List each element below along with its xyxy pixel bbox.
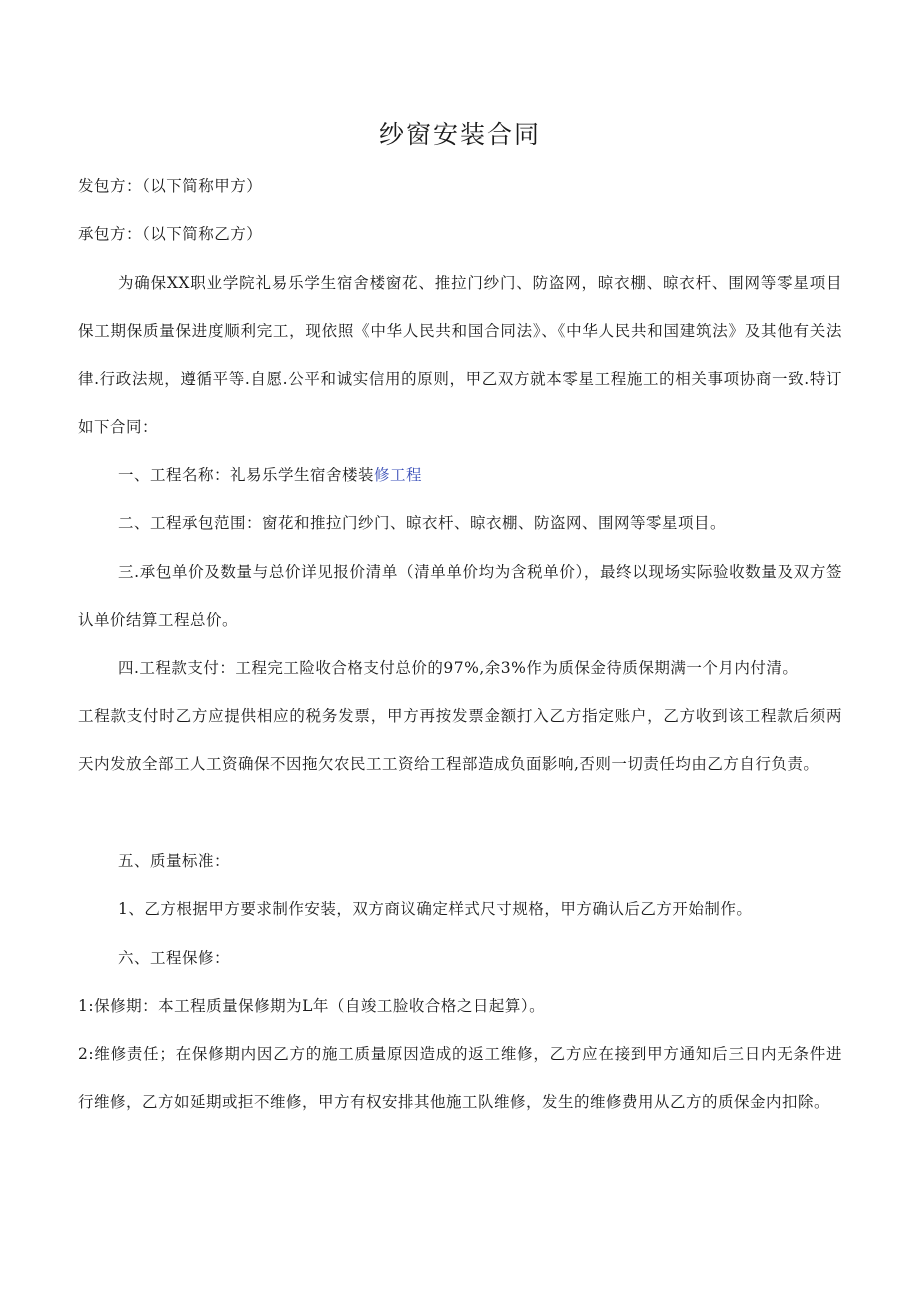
section-1-suffix: 修工程 — [374, 466, 423, 484]
warranty-responsibility: 2:维修责任；在保修期内因乙方的施工质量原因造成的返工维修，乙方应在接到甲方通知后三日内无条件进行维修，乙方如延期或拒不维修，甲方有权安排其他施工队维修，发生的维修费用从乙方的质保金内扣除。 — [78, 1045, 842, 1111]
section-3-pricing: 三.承包单价及数量与总价详见报价清单（清单单价均为含税单价），最终以现场实际验收数量及双方签认单价结算工程总价。 — [78, 563, 842, 629]
section-5-item-1: 1、乙方根据甲方要求制作安装，双方商议确定样式尺寸规格，甲方确认后乙方开始制作。 — [118, 900, 753, 918]
section-2-scope: 二、工程承包范围：窗花和推拉门纱门、晾衣杆、晾衣棚、防盗网、围网等零星项目。 — [118, 514, 727, 532]
section-1-project-name — [78, 451, 842, 499]
section-1-prefix: 一、工程名称：礼易乐学生宿舍楼装 — [118, 466, 375, 484]
warranty-period: 1:保修期：本工程质量保修期为L年（自竣工脸收合格之日起算）。 — [78, 997, 546, 1015]
section-5-heading: 五、质量标准： — [118, 852, 231, 870]
party-a-line: 发包方：（以下简称甲方） — [78, 177, 263, 195]
section-4-payment-body: 工程款支付时乙方应提供相应的税务发票，甲方再按发票金额打入乙方指定账户，乙方收到该工程款后须两天内发放全部工人工资确保不因拖欠农民工工资给工程部造成负面影响,否则一切责任均由乙方自行负责。 — [78, 707, 842, 773]
party-b-line: 承包方：（以下简称乙方） — [78, 225, 263, 243]
intro-paragraph: 为确保XX职业学院礼易乐学生宿舍楼窗花、推拉门纱门、防盗网，晾衣棚、晾衣杆、围网等零星项目保工期保质量保进度顺利完工，现依照《中华人民共和国合同法》、《中华人民共和国建筑法》及其他有关法律.行政法规，遵循平等.自愿.公平和诚实信用的原则，甲乙双方就本零星工程施工的相关事项协商一致.特订如下合同： — [78, 274, 842, 436]
document-title: 纱窗安装合同 — [378, 120, 541, 149]
section-6-heading: 六、工程保修： — [118, 949, 231, 967]
section-4-payment-first-line: 四.工程款支付：工程完工险收合格支付总价的97%,余3%作为质保金待质保期满一个月内付清。 — [118, 659, 799, 677]
